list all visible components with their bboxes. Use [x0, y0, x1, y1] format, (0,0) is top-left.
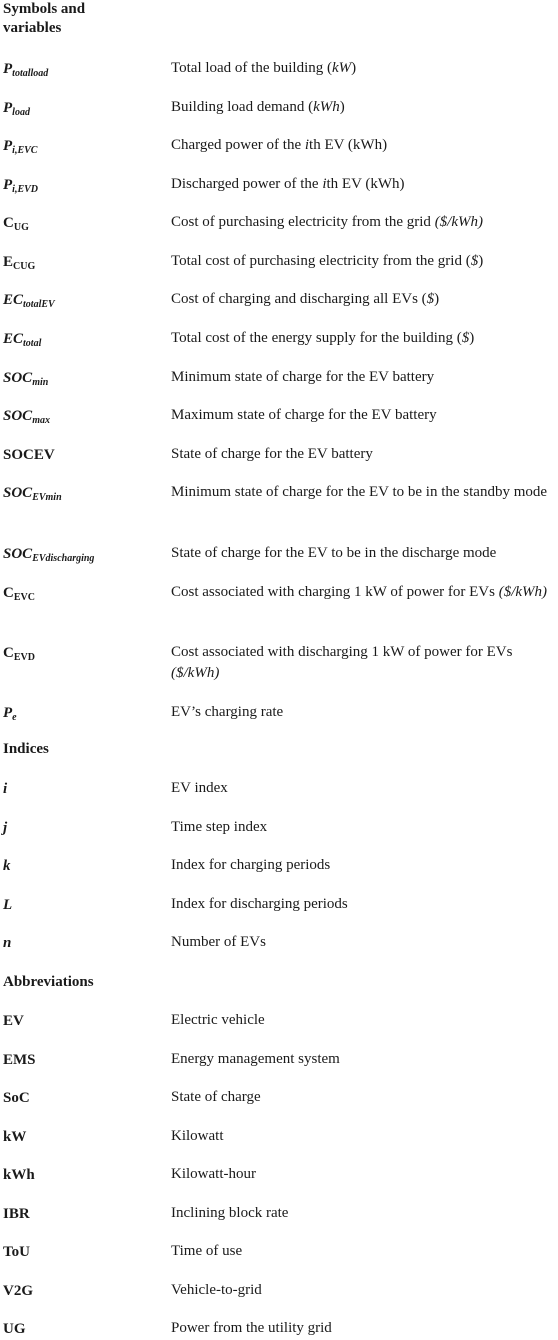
symbol-base: EC	[3, 331, 24, 347]
symbol-subscript: total	[23, 338, 42, 349]
description-unit: ($/kWh)	[498, 584, 548, 600]
symbol-description	[171, 702, 556, 723]
symbol-description	[171, 482, 556, 503]
description-text: EV’s charging rate	[171, 704, 284, 720]
description-unit: i	[304, 137, 310, 153]
index-term: i	[3, 781, 8, 797]
abbreviation-term: UG	[3, 1321, 26, 1337]
symbol-term	[3, 291, 55, 314]
description-text-end: )	[351, 60, 357, 76]
symbol-subscript: min	[32, 377, 49, 388]
symbol-subscript: e	[12, 712, 17, 723]
abbreviation-term: EMS	[3, 1052, 36, 1068]
description-text: Cost associated with discharging 1 kW of power for EVs	[171, 644, 513, 660]
symbol-term	[3, 214, 29, 237]
abbreviation-description: Time of use	[171, 1243, 243, 1259]
symbol-description	[171, 251, 556, 272]
index-description: EV index	[171, 780, 228, 796]
abbreviation-term: V2G	[3, 1283, 33, 1299]
abbreviation-description: Kilowatt-hour	[171, 1166, 256, 1182]
abbreviation-term: IBR	[3, 1206, 30, 1222]
symbol-description	[171, 135, 556, 156]
symbol-base: SOC	[3, 370, 33, 386]
index-term: n	[3, 935, 12, 951]
symbol-base: C	[3, 215, 14, 231]
abbreviation-term: kW	[3, 1129, 27, 1145]
symbol-term	[3, 704, 17, 727]
symbol-base: P	[3, 177, 13, 193]
abbreviation-description: Electric vehicle	[171, 1012, 265, 1028]
symbol-subscript: i,EVD	[12, 184, 39, 195]
symbol-description	[171, 642, 556, 684]
description-unit: $	[426, 291, 435, 307]
abbreviation-description: Kilowatt	[171, 1128, 224, 1144]
abbreviation-term: ToU	[3, 1244, 30, 1260]
symbol-description	[171, 444, 556, 465]
index-term: L	[3, 897, 13, 913]
description-text-end: )	[434, 291, 440, 307]
abbreviation-description: Vehicle-to-grid	[171, 1282, 262, 1298]
description-unit: i	[322, 176, 327, 192]
symbol-description	[171, 367, 556, 388]
index-description: Number of EVs	[171, 934, 266, 950]
description-unit: ($/kWh)	[171, 665, 220, 681]
symbol-base: P	[3, 61, 13, 77]
index-description: Index for charging periods	[171, 857, 331, 873]
symbol-base: P	[3, 138, 13, 154]
symbol-description	[171, 58, 556, 79]
symbol-base: EC	[3, 292, 24, 308]
description-text: Discharged power of the	[171, 176, 323, 192]
symbol-term	[3, 99, 30, 122]
description-text: Maximum state of charge for the EV battery	[171, 407, 437, 423]
abbreviation-term: kWh	[3, 1167, 35, 1183]
symbol-subscript: totalEV	[23, 299, 55, 310]
description-text: Cost of purchasing electricity from the grid	[171, 214, 435, 230]
symbol-description	[171, 405, 556, 426]
symbol-subscript: EVD	[13, 652, 35, 663]
symbol-base: P	[3, 705, 13, 721]
symbols-heading: Symbols and variables	[3, 1, 86, 36]
symbol-term	[3, 446, 55, 465]
symbol-base: E	[3, 254, 14, 270]
symbol-base: SOCEV	[3, 447, 55, 463]
symbol-term	[3, 407, 50, 430]
symbol-base: C	[3, 585, 14, 601]
description-text: Total cost of the energy supply for the building (	[171, 330, 462, 346]
description-text: Charged power of the	[171, 137, 305, 153]
description-unit: $	[461, 330, 470, 346]
symbol-subscript: load	[12, 107, 30, 118]
description-text: State of charge for the EV battery	[171, 446, 373, 462]
symbol-subscript: EVdischarging	[32, 553, 95, 564]
symbol-term	[3, 484, 62, 507]
symbol-term	[3, 253, 35, 276]
index-term: k	[3, 858, 11, 874]
description-text-end: )	[478, 253, 484, 269]
description-text: Minimum state of charge for the EV battery	[171, 369, 435, 385]
symbol-subscript: i,EVC	[12, 145, 38, 156]
symbol-description	[171, 289, 556, 310]
symbol-description	[171, 543, 556, 564]
symbol-description	[171, 582, 556, 603]
abbreviations-heading: Abbreviations	[3, 974, 94, 990]
description-text-end: )	[469, 330, 475, 346]
abbreviation-term: EV	[3, 1013, 24, 1029]
symbol-term	[3, 176, 38, 199]
description-text-end: th EV (kWh)	[309, 137, 388, 153]
symbol-term	[3, 330, 41, 353]
symbol-base: SOC	[3, 408, 33, 424]
indices-heading: Indices	[3, 741, 49, 757]
description-text: Total load of the building (	[171, 60, 333, 76]
abbreviation-description: Power from the utility grid	[171, 1320, 332, 1336]
description-unit: ($/kWh)	[434, 214, 483, 230]
description-text: State of charge for the EV to be in the discharge mode	[171, 545, 497, 561]
symbol-base: SOC	[3, 546, 33, 562]
symbol-base: C	[3, 645, 14, 661]
symbol-subscript: UG	[13, 222, 29, 233]
description-unit: kWh	[313, 99, 340, 115]
symbol-subscript: totalload	[12, 68, 49, 79]
description-text-end: th EV (kWh)	[326, 176, 405, 192]
description-text: Cost of charging and discharging all EVs (	[171, 291, 427, 307]
symbol-base: SOC	[3, 485, 33, 501]
symbol-subscript: max	[32, 415, 50, 426]
description-text-end: )	[339, 99, 345, 115]
symbol-subscript: CUG	[13, 261, 36, 272]
abbreviation-description: Energy management system	[171, 1051, 340, 1067]
symbol-description	[171, 174, 556, 195]
symbol-base: P	[3, 100, 13, 116]
symbol-term	[3, 369, 48, 392]
description-unit: kW	[332, 60, 352, 76]
description-text: Total cost of purchasing electricity from the grid (	[171, 253, 471, 269]
index-description: Time step index	[171, 819, 268, 835]
symbol-term	[3, 545, 94, 568]
symbol-description	[171, 328, 556, 349]
symbol-description	[171, 97, 556, 118]
symbol-term	[3, 60, 48, 83]
symbol-subscript: EVC	[13, 592, 35, 603]
symbol-description	[171, 212, 556, 233]
symbol-term	[3, 644, 35, 667]
abbreviation-description: State of charge	[171, 1089, 261, 1105]
abbreviation-description: Inclining block rate	[171, 1205, 289, 1221]
symbol-subscript: EVmin	[32, 492, 62, 503]
abbreviation-term: SoC	[3, 1090, 30, 1106]
description-unit: $	[470, 253, 479, 269]
description-text: Building load demand (	[171, 99, 314, 115]
description-text: Minimum state of charge for the EV to be in the standby mode	[171, 484, 548, 500]
description-text: Cost associated with charging 1 kW of power for EVs	[171, 584, 499, 600]
symbol-term	[3, 584, 35, 607]
index-term: j	[3, 820, 8, 836]
index-description: Index for discharging periods	[171, 896, 348, 912]
symbol-term	[3, 137, 37, 160]
